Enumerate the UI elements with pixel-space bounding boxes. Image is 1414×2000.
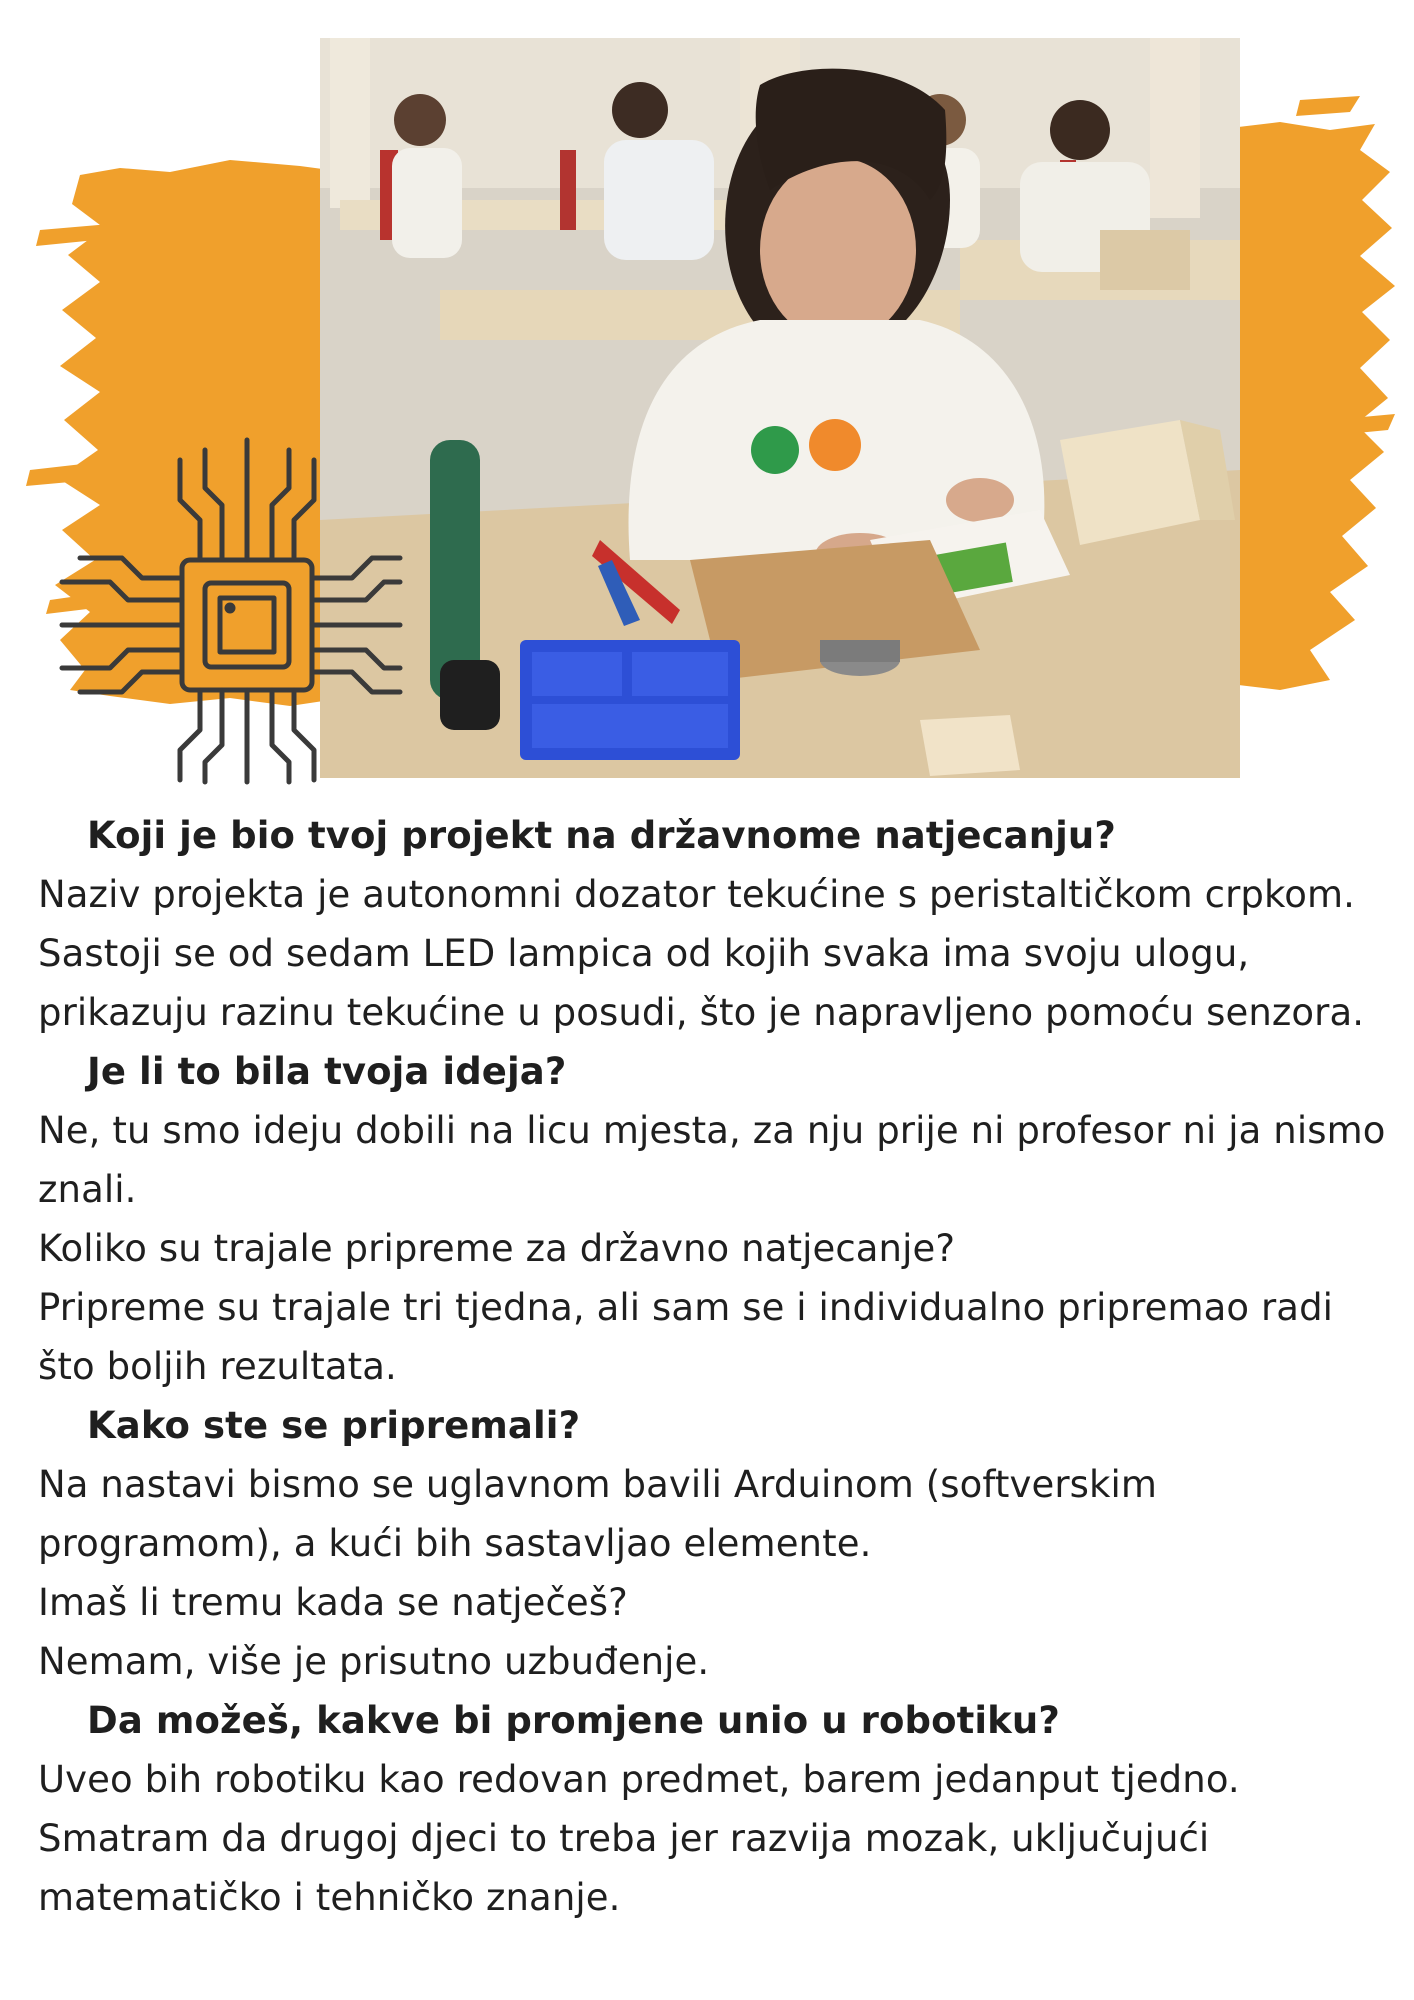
answer-1: Naziv projekta je autonomni dozator tekućine s peristaltičkom crpkom. Sastoji se od sedam LED lampica od kojih svaka ima svoju ulogu, prikazuju razinu tekućine u posudi, što je napravljeno pomoću senzora.	[38, 873, 1365, 1034]
answer-4: Na nastavi bismo se uglavnom bavili Arduinom (softverskim programom), a kući bih sastavljao elemente.	[38, 1463, 1158, 1565]
question-6: Da možeš, kakve bi promjene unio u robotiku?	[87, 1699, 1060, 1742]
answer-2: Ne, tu smo ideju dobili na licu mjesta, za nju prije ni profesor ni ja nismo znali.	[38, 1109, 1386, 1211]
question-1: Koji je bio tvoj projekt na državnome natjecanju?	[87, 814, 1116, 857]
orange-brush-stroke-right	[1230, 96, 1395, 690]
question-2: Je li to bila tvoja ideja?	[87, 1050, 567, 1093]
workshop-photo	[320, 38, 1240, 778]
answer-5: Nemam, više je prisutno uzbuđenje.	[38, 1640, 710, 1683]
answer-6: Uveo bih robotiku kao redovan predmet, barem jedanput tjedno. Smatram da drugoj djeci to treba jer razvija mozak, uključujući matematičko i tehničko znanje.	[38, 1758, 1240, 1919]
question-5: Imaš li tremu kada se natječeš?	[38, 1581, 628, 1624]
interview-article	[38, 806, 1388, 1927]
question-4: Kako ste se pripremali?	[87, 1404, 581, 1447]
header-graphic	[0, 0, 1414, 790]
question-3: Koliko su trajale pripreme za državno natjecanje?	[38, 1227, 956, 1270]
answer-3: Pripreme su trajale tri tjedna, ali sam se i individualno pripremao radi što boljih rezultata.	[38, 1286, 1334, 1388]
